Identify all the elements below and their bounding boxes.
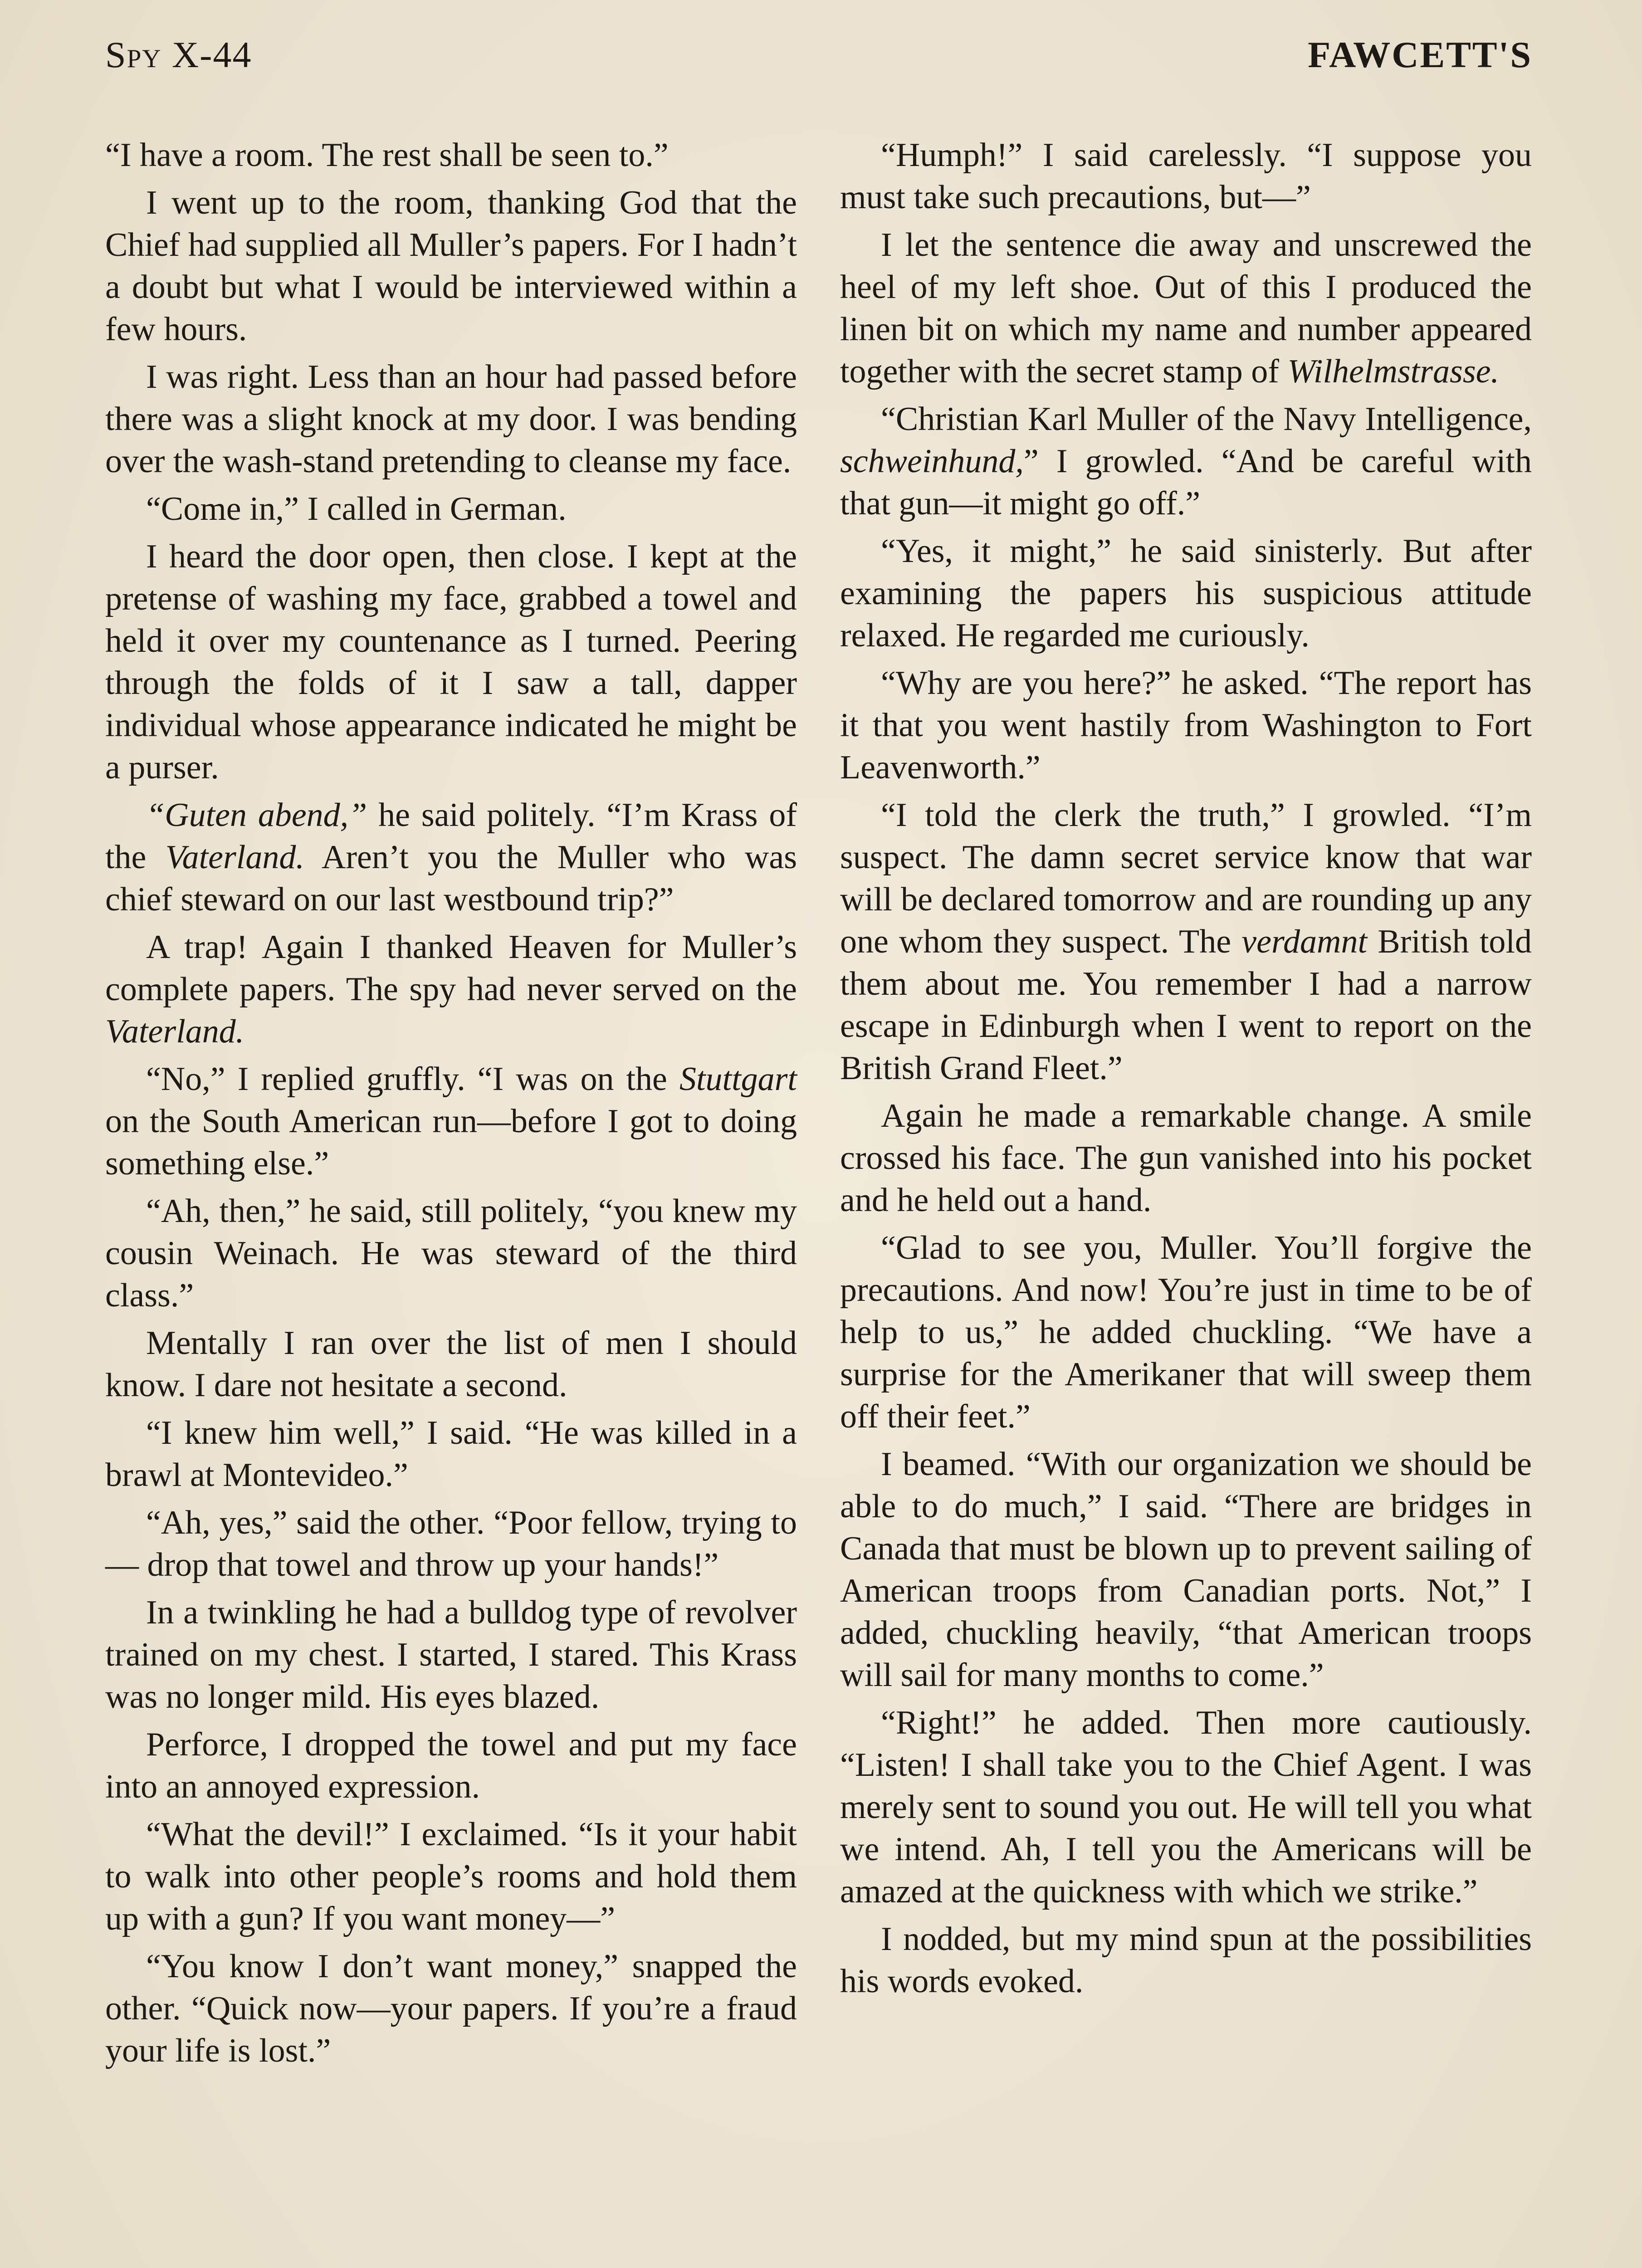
- text-run: “Come in,” I called in German.: [146, 490, 567, 528]
- paragraph: [105, 1813, 797, 1940]
- text-run: “Right!” he added. Then more cautiously. “Listen! I shall take you to the Chief Agent. I was merely sent to sound you out. He will tell you what we intend. Ah, I tell you the Americans will be amazed at the quickness with which we strike.”: [840, 1704, 1532, 1910]
- italic-text: Stuttgart: [679, 1061, 797, 1098]
- text-run: I nodded, but my mind spun at the possibilities his words evoked.: [840, 1921, 1532, 2000]
- text-run: I let the sentence die away and unscrewed the heel of my left shoe. Out of this I produced the linen bit on which my name and number appeared together with the secret stamp of: [840, 226, 1532, 390]
- text-run: “Christian Karl Muller of the Navy Intelligence,: [881, 401, 1532, 438]
- text-run: “I knew him well,” I said. “He was killed in a brawl at Montevideo.”: [105, 1414, 797, 1494]
- publisher-header: FAWCETT'S: [1308, 34, 1532, 75]
- text-run: I went up to the room, thanking God that the Chief had supplied all Muller’s papers. For I hadn’t a doubt but what I would be interviewed within a few hours.: [105, 184, 797, 348]
- paragraph: [840, 1918, 1532, 2003]
- text-run: ” I growled. “And be careful with that gun—it might go off.”: [840, 443, 1532, 522]
- paragraph: [105, 1322, 797, 1407]
- text-run: “Humph!” I said carelessly. “I suppose you must take such precautions, but—”: [840, 137, 1532, 216]
- paragraph: [105, 1502, 797, 1586]
- italic-text: Vaterland.: [105, 1013, 244, 1050]
- text-column-left: [105, 134, 797, 2077]
- italic-text: schweinhund,: [840, 443, 1024, 480]
- story-title-header: Spy X-44: [105, 34, 252, 75]
- text-column-right: [840, 134, 1532, 2008]
- paragraph: [840, 1095, 1532, 1222]
- italic-text: verdamnt: [1241, 923, 1368, 960]
- paragraph: [840, 398, 1532, 525]
- text-run: I was right. Less than an hour had passed before there was a slight knock at my door. I was bending over the wash-stand pretending to cleanse my face.: [105, 358, 797, 480]
- paragraph: [105, 1058, 797, 1185]
- text-run: “I told the clerk the truth,” I growled. “I’m suspect. The damn secret service know that war will be declared tomorrow and are rounding up any one whom they suspect. The: [840, 797, 1532, 960]
- text-run: “Why are you here?” he asked. “The report has it that you went hastily from Washington to Fort Leavenworth.”: [840, 665, 1532, 786]
- paragraph: [840, 794, 1532, 1090]
- paragraph: [840, 1443, 1532, 1696]
- text-run: Mentally I ran over the list of men I should know. I dare not hesitate a second.: [105, 1325, 797, 1404]
- text-run: he said politely. “I’m Krass of the: [105, 797, 797, 876]
- text-run: Again he made a remarkable change. A smile crossed his face. The gun vanished into his pocket and he held out a hand.: [840, 1097, 1532, 1219]
- text-run: British told them about me. You remember I had a narrow escape in Edinburgh when I went to report on the British Grand Fleet.”: [840, 923, 1532, 1087]
- text-run: In a twinkling he had a bulldog type of revolver trained on my chest. I started, I stared. This Krass was no longer mild. His eyes blazed.: [105, 1594, 797, 1716]
- paragraph: [105, 1190, 797, 1317]
- italic-text: Vaterland.: [165, 839, 304, 876]
- paragraph: [105, 1724, 797, 1808]
- paragraph: [105, 1412, 797, 1496]
- text-run: on the South American run—before I got to doing something else.”: [105, 1103, 797, 1182]
- paragraph: [840, 530, 1532, 657]
- text-run: “I have a room. The rest shall be seen to.”: [105, 137, 669, 174]
- italic-text: “Guten abend,”: [146, 797, 367, 834]
- text-run: A trap! Again I thanked Heaven for Muller’s complete papers. The spy had never served on the: [105, 929, 797, 1008]
- paragraph: [840, 1227, 1532, 1438]
- paragraph: [105, 488, 797, 530]
- paragraph: [105, 1592, 797, 1718]
- paragraph: [840, 662, 1532, 789]
- text-run: “Glad to see you, Muller. You’ll forgive the precautions. And now! You’re just in time to be of help to us,” he added chuckling. “We have a surprise for the Amerikaner that will sweep them off their feet.”: [840, 1229, 1532, 1435]
- text-run: “What the devil!” I exclaimed. “Is it your habit to walk into other people’s rooms and hold them up with a gun? If you want money—”: [105, 1816, 797, 1937]
- paragraph: [105, 926, 797, 1053]
- paragraph: [105, 1945, 797, 2072]
- paragraph: [840, 1702, 1532, 1913]
- paragraph: [105, 794, 797, 921]
- text-run: “Ah, yes,” said the other. “Poor fellow, trying to— drop that towel and throw up your hands!”: [105, 1504, 797, 1584]
- paragraph: [105, 536, 797, 789]
- text-run: “Yes, it might,” he said sinisterly. But after examining the papers his suspicious attitude relaxed. He regarded me curiously.: [840, 533, 1532, 654]
- paragraph: [105, 356, 797, 483]
- paragraph: [105, 182, 797, 351]
- italic-text: Wilhelmstrasse.: [1287, 353, 1499, 390]
- text-run: I beamed. “With our organization we should be able to do much,” I said. “There are bridges in Canada that must be blown up to prevent sailing of American troops from Canadian ports. Not,” I added, chuckling heavily, “that American troops will sail for many months to come.”: [840, 1446, 1532, 1694]
- paragraph: [840, 134, 1532, 219]
- text-run: “Ah, then,” he said, still politely, “you knew my cousin Weinach. He was steward of the third class.”: [105, 1193, 797, 1314]
- paragraph: [840, 224, 1532, 393]
- text-run: “No,” I replied gruffly. “I was on the: [146, 1061, 679, 1098]
- text-run: I heard the door open, then close. I kept at the pretense of washing my face, grabbed a towel and held it over my countenance as I turned. Peering through the folds of it I saw a tall, dapper individual whose appearance indicated he might be a purser.: [105, 538, 797, 786]
- text-run: Perforce, I dropped the towel and put my face into an annoyed expression.: [105, 1726, 797, 1805]
- text-run: Aren’t you the Muller who was chief steward on our last westbound trip?”: [105, 839, 797, 918]
- text-run: “You know I don’t want money,” snapped the other. “Quick now—your papers. If you’re a fraud your life is lost.”: [105, 1948, 797, 2069]
- paragraph: [105, 134, 797, 176]
